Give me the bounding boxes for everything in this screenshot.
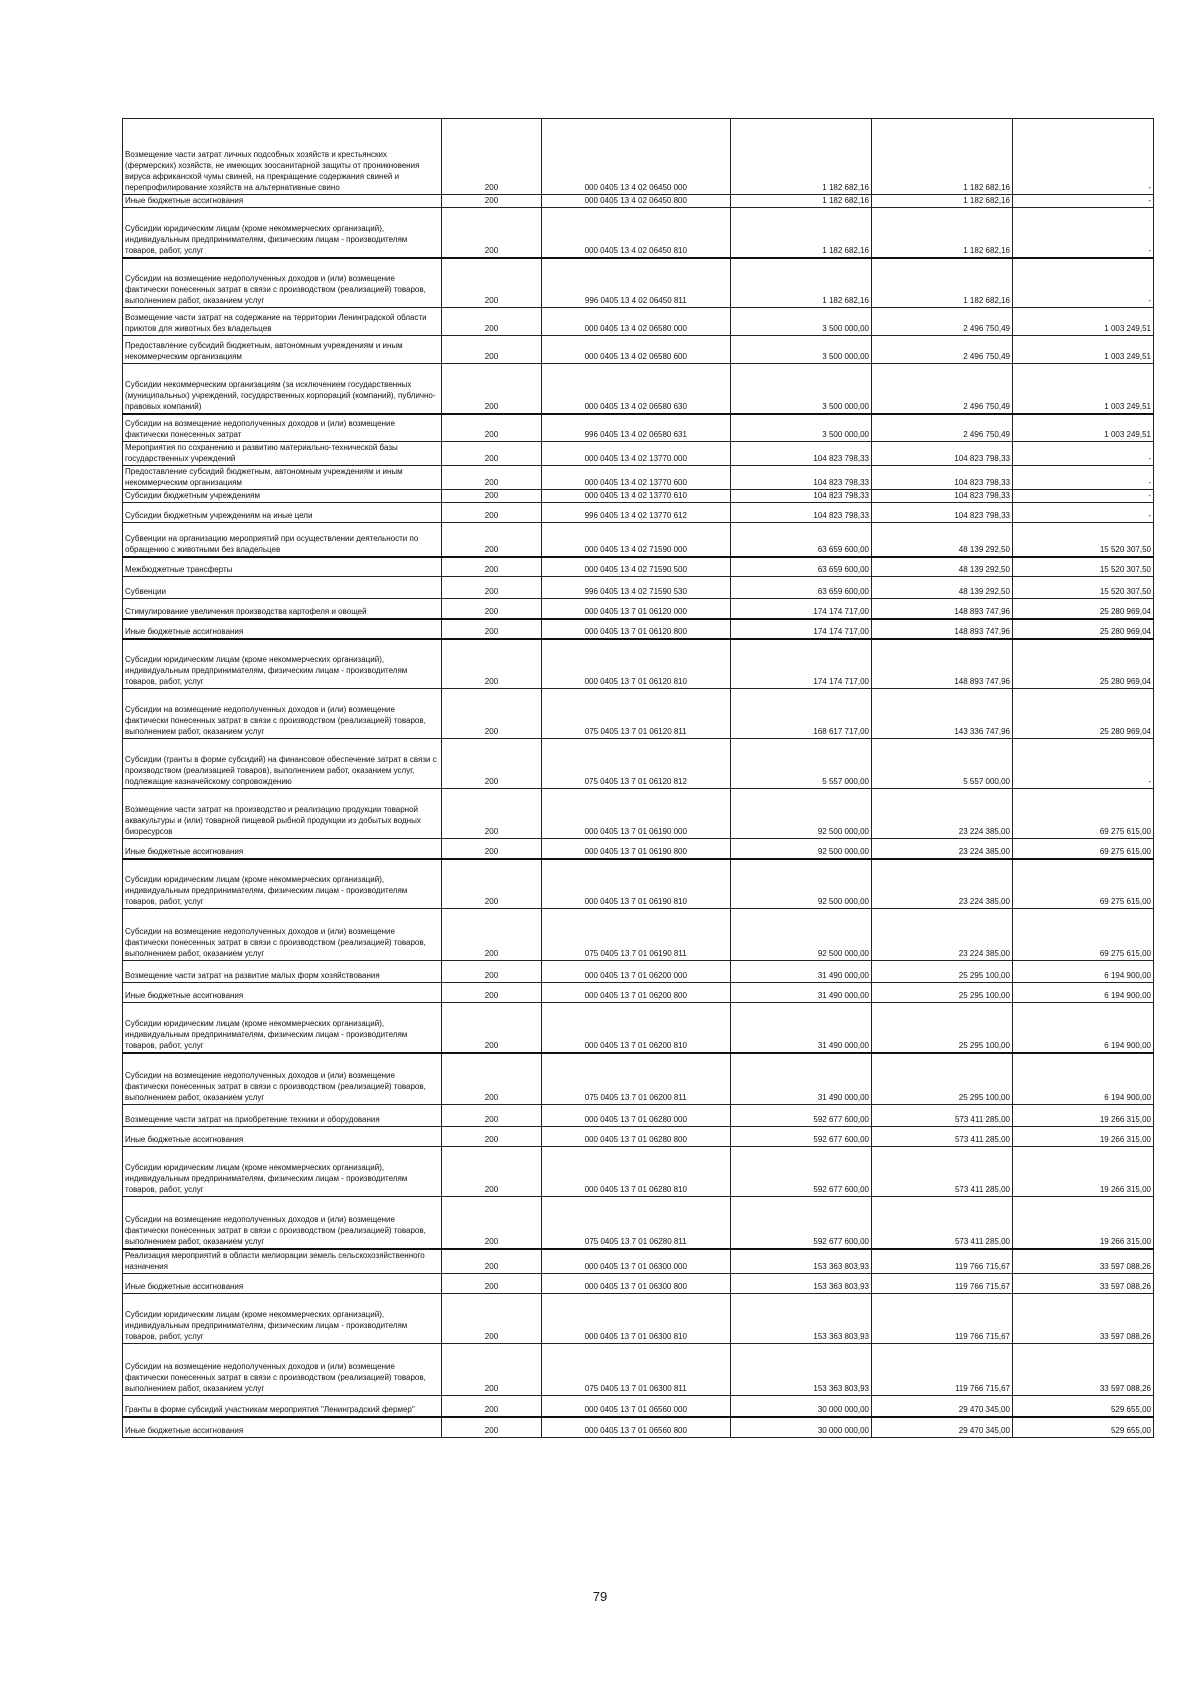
row-classification: 996 0405 13 4 02 06580 631 (541, 414, 730, 442)
row-classification: 000 0405 13 4 02 06450 800 (541, 195, 730, 208)
row-code: 200 (442, 639, 541, 689)
row-approved-amount: 3 500 000,00 (731, 364, 872, 414)
budget-execution-table (122, 118, 1154, 1438)
table-row (123, 983, 1154, 1003)
row-executed-amount: 119 766 715,67 (871, 1343, 1012, 1395)
row-classification: 000 0405 13 7 01 06280 810 (541, 1147, 730, 1197)
row-approved-amount: 63 659 600,00 (731, 523, 872, 557)
row-executed-amount: 48 139 292,50 (871, 523, 1012, 557)
row-approved-amount: 174 174 717,00 (731, 619, 872, 639)
row-classification: 000 0405 13 4 02 06450 810 (541, 208, 730, 258)
row-executed-amount: 25 295 100,00 (871, 1003, 1012, 1053)
row-approved-amount: 3 500 000,00 (731, 414, 872, 442)
row-approved-amount: 3 500 000,00 (731, 308, 872, 336)
row-code: 200 (442, 466, 541, 490)
table-row (123, 503, 1154, 523)
row-approved-amount: 153 363 803,93 (731, 1343, 872, 1395)
row-approved-amount: 5 557 000,00 (731, 739, 872, 789)
row-executed-amount: 104 823 798,33 (871, 490, 1012, 503)
row-unexecuted-amount: - (1012, 466, 1153, 490)
row-classification: 000 0405 13 7 01 06200 810 (541, 1003, 730, 1053)
row-name: Возмещение части затрат на развитие малых форм хозяйствования (123, 961, 442, 983)
row-classification: 000 0405 13 4 02 13770 600 (541, 466, 730, 490)
row-name: Субсидии юридическим лицам (кроме некоммерческих организаций), индивидуальным предпринимателям, физическим лицам - производителям товаров, работ, услуг (123, 1003, 442, 1053)
table-row (123, 466, 1154, 490)
row-code: 200 (442, 258, 541, 308)
row-unexecuted-amount: 19 266 315,00 (1012, 1147, 1153, 1197)
row-name: Субсидии бюджетным учреждениям на иные цели (123, 503, 442, 523)
table-row (123, 1197, 1154, 1249)
row-unexecuted-amount: 25 280 969,04 (1012, 689, 1153, 739)
row-unexecuted-amount: 15 520 307,50 (1012, 577, 1153, 599)
row-classification: 000 0405 13 7 01 06300 810 (541, 1293, 730, 1343)
row-code: 200 (442, 490, 541, 503)
row-name: Субсидии на возмещение недополученных доходов и (или) возмещение фактически понесенных затрат в связи с производством (реализацией) товаров, выполнением работ, оказанием услуг (123, 909, 442, 961)
row-classification: 000 0405 13 7 01 06300 000 (541, 1249, 730, 1274)
row-name: Субсидии (гранты в форме субсидий) на финансовое обеспечение затрат в связи с производством (реализацией товаров), выполнением работ, оказанием услуг, подлежащие казначейскому сопровождению (123, 739, 442, 789)
row-executed-amount: 2 496 750,49 (871, 414, 1012, 442)
row-classification: 075 0405 13 7 01 06280 811 (541, 1197, 730, 1249)
table-row (123, 1249, 1154, 1274)
row-code: 200 (442, 442, 541, 466)
row-classification: 000 0405 13 4 02 06450 000 (541, 119, 730, 195)
row-unexecuted-amount: 19 266 315,00 (1012, 1127, 1153, 1147)
row-approved-amount: 31 490 000,00 (731, 961, 872, 983)
row-name: Стимулирование увеличения производства картофеля и овощей (123, 599, 442, 619)
row-executed-amount: 119 766 715,67 (871, 1293, 1012, 1343)
row-approved-amount: 63 659 600,00 (731, 577, 872, 599)
row-approved-amount: 1 182 682,16 (731, 195, 872, 208)
row-classification: 000 0405 13 7 01 06190 800 (541, 839, 730, 859)
row-name: Иные бюджетные ассигнования (123, 619, 442, 639)
row-executed-amount: 573 411 285,00 (871, 1147, 1012, 1197)
row-name: Субсидии на возмещение недополученных доходов и (или) возмещение фактически понесенных затрат в связи с производством (реализацией) товаров, выполнением работ, оказанием услуг (123, 689, 442, 739)
row-approved-amount: 31 490 000,00 (731, 1003, 872, 1053)
row-code: 200 (442, 961, 541, 983)
row-name: Субсидии юридическим лицам (кроме некоммерческих организаций), индивидуальным предпринимателям, физическим лицам - производителям товаров, работ, услуг (123, 1147, 442, 1197)
table-row (123, 859, 1154, 909)
table-row (123, 599, 1154, 619)
table-row (123, 1343, 1154, 1395)
table-row (123, 1293, 1154, 1343)
row-executed-amount: 148 893 747,96 (871, 639, 1012, 689)
row-unexecuted-amount: 33 597 088,26 (1012, 1273, 1153, 1293)
row-unexecuted-amount: 529 655,00 (1012, 1395, 1153, 1417)
row-code: 200 (442, 577, 541, 599)
row-classification: 000 0405 13 7 01 06300 800 (541, 1273, 730, 1293)
table-row (123, 1053, 1154, 1105)
table-row (123, 1003, 1154, 1053)
row-unexecuted-amount: 25 280 969,04 (1012, 619, 1153, 639)
row-unexecuted-amount: - (1012, 442, 1153, 466)
row-executed-amount: 573 411 285,00 (871, 1127, 1012, 1147)
table-row (123, 1147, 1154, 1197)
row-classification: 000 0405 13 7 01 06120 810 (541, 639, 730, 689)
row-executed-amount: 23 224 385,00 (871, 839, 1012, 859)
row-executed-amount: 48 139 292,50 (871, 577, 1012, 599)
row-approved-amount: 1 182 682,16 (731, 119, 872, 195)
row-name: Возмещение части затрат личных подсобных хозяйств и крестьянских (фермерских) хозяйств, не имеющих зоосанитарной защиты от проникновения вируса африканской чумы свиней, на прекращение содержания свиней и перепрофилирование хозяйств на альтернативные свино (123, 119, 442, 195)
row-classification: 000 0405 13 7 01 06200 800 (541, 983, 730, 1003)
row-unexecuted-amount: 6 194 900,00 (1012, 983, 1153, 1003)
row-name: Иные бюджетные ассигнования (123, 1273, 442, 1293)
row-executed-amount: 1 182 682,16 (871, 208, 1012, 258)
table-body (123, 119, 1154, 1438)
table-row (123, 789, 1154, 839)
row-approved-amount: 3 500 000,00 (731, 336, 872, 364)
row-code: 200 (442, 1147, 541, 1197)
table-row (123, 839, 1154, 859)
row-name: Субвенции на организацию мероприятий при осуществлении деятельности по обращению с животными без владельцев (123, 523, 442, 557)
row-executed-amount: 25 295 100,00 (871, 961, 1012, 983)
row-approved-amount: 104 823 798,33 (731, 466, 872, 490)
row-name: Возмещение части затрат на производство и реализацию продукции товарной аквакультуры и (или) товарной пищевой рыбной продукции из добытых водных биоресурсов (123, 789, 442, 839)
row-unexecuted-amount: 15 520 307,50 (1012, 523, 1153, 557)
row-classification: 075 0405 13 7 01 06200 811 (541, 1053, 730, 1105)
row-classification: 000 0405 13 4 02 06580 600 (541, 336, 730, 364)
row-name: Субсидии юридическим лицам (кроме некоммерческих организаций), индивидуальным предпринимателям, физическим лицам - производителям товаров, работ, услуг (123, 859, 442, 909)
row-unexecuted-amount: - (1012, 490, 1153, 503)
row-code: 200 (442, 119, 541, 195)
row-executed-amount: 573 411 285,00 (871, 1197, 1012, 1249)
row-executed-amount: 29 470 345,00 (871, 1417, 1012, 1437)
row-name: Иные бюджетные ассигнования (123, 983, 442, 1003)
row-approved-amount: 63 659 600,00 (731, 557, 872, 577)
row-unexecuted-amount: 6 194 900,00 (1012, 1003, 1153, 1053)
row-approved-amount: 30 000 000,00 (731, 1417, 872, 1437)
row-executed-amount: 1 182 682,16 (871, 258, 1012, 308)
row-unexecuted-amount: 69 275 615,00 (1012, 859, 1153, 909)
row-name: Субсидии на возмещение недополученных доходов и (или) возмещение фактически понесенных затрат в связи с производством (реализацией) товаров, выполнением работ, оказанием услуг (123, 1343, 442, 1395)
row-name: Субсидии некоммерческим организациям (за исключением государственных (муниципальных) учреждений, государственных корпораций (компаний), публично-правовых компаний) (123, 364, 442, 414)
table-row (123, 619, 1154, 639)
row-executed-amount: 2 496 750,49 (871, 308, 1012, 336)
row-classification: 000 0405 13 7 01 06560 000 (541, 1395, 730, 1417)
row-code: 200 (442, 909, 541, 961)
row-unexecuted-amount: - (1012, 119, 1153, 195)
row-classification: 075 0405 13 7 01 06120 811 (541, 689, 730, 739)
row-executed-amount: 2 496 750,49 (871, 336, 1012, 364)
row-executed-amount: 104 823 798,33 (871, 503, 1012, 523)
row-name: Иные бюджетные ассигнования (123, 1417, 442, 1437)
row-executed-amount: 143 336 747,96 (871, 689, 1012, 739)
row-classification: 075 0405 13 7 01 06120 812 (541, 739, 730, 789)
table-row (123, 577, 1154, 599)
row-classification: 000 0405 13 7 01 06200 000 (541, 961, 730, 983)
row-classification: 000 0405 13 4 02 71590 000 (541, 523, 730, 557)
row-unexecuted-amount: 25 280 969,04 (1012, 599, 1153, 619)
row-classification: 075 0405 13 7 01 06300 811 (541, 1343, 730, 1395)
row-name: Иные бюджетные ассигнования (123, 1127, 442, 1147)
row-unexecuted-amount: 1 003 249,51 (1012, 336, 1153, 364)
row-classification: 000 0405 13 4 02 13770 000 (541, 442, 730, 466)
row-code: 200 (442, 1127, 541, 1147)
table-row (123, 308, 1154, 336)
row-code: 200 (442, 336, 541, 364)
row-code: 200 (442, 1273, 541, 1293)
row-unexecuted-amount: 19 266 315,00 (1012, 1197, 1153, 1249)
table-row (123, 119, 1154, 195)
row-classification: 996 0405 13 4 02 13770 612 (541, 503, 730, 523)
table-row (123, 689, 1154, 739)
row-name: Межбюджетные трансферты (123, 557, 442, 577)
row-executed-amount: 104 823 798,33 (871, 466, 1012, 490)
row-code: 200 (442, 1105, 541, 1127)
row-approved-amount: 1 182 682,16 (731, 258, 872, 308)
row-approved-amount: 104 823 798,33 (731, 490, 872, 503)
row-name: Субсидии юридическим лицам (кроме некоммерческих организаций), индивидуальным предпринимателям, физическим лицам - производителям товаров, работ, услуг (123, 1293, 442, 1343)
row-code: 200 (442, 503, 541, 523)
row-code: 200 (442, 599, 541, 619)
row-approved-amount: 168 617 717,00 (731, 689, 872, 739)
row-classification: 000 0405 13 4 02 71590 500 (541, 557, 730, 577)
row-name: Иные бюджетные ассигнования (123, 839, 442, 859)
row-approved-amount: 174 174 717,00 (731, 599, 872, 619)
table-row (123, 336, 1154, 364)
row-code: 200 (442, 689, 541, 739)
row-code: 200 (442, 1053, 541, 1105)
row-executed-amount: 119 766 715,67 (871, 1273, 1012, 1293)
row-code: 200 (442, 619, 541, 639)
row-code: 200 (442, 195, 541, 208)
row-executed-amount: 23 224 385,00 (871, 789, 1012, 839)
row-name: Возмещение части затрат на содержание на территории Ленинградской области приютов для животных без владельцев (123, 308, 442, 336)
row-approved-amount: 92 500 000,00 (731, 839, 872, 859)
table-row (123, 739, 1154, 789)
row-executed-amount: 25 295 100,00 (871, 983, 1012, 1003)
row-unexecuted-amount: 1 003 249,51 (1012, 414, 1153, 442)
row-executed-amount: 48 139 292,50 (871, 557, 1012, 577)
row-name: Предоставление субсидий бюджетным, автономным учреждениям и иным некоммерческим организациям (123, 466, 442, 490)
row-classification: 000 0405 13 7 01 06280 800 (541, 1127, 730, 1147)
row-unexecuted-amount: 6 194 900,00 (1012, 961, 1153, 983)
row-approved-amount: 92 500 000,00 (731, 909, 872, 961)
row-unexecuted-amount: - (1012, 503, 1153, 523)
row-classification: 000 0405 13 7 01 06560 800 (541, 1417, 730, 1437)
row-code: 200 (442, 364, 541, 414)
row-executed-amount: 148 893 747,96 (871, 619, 1012, 639)
row-unexecuted-amount: 33 597 088,26 (1012, 1249, 1153, 1274)
table-row (123, 557, 1154, 577)
row-code: 200 (442, 1197, 541, 1249)
row-classification: 000 0405 13 7 01 06120 000 (541, 599, 730, 619)
row-unexecuted-amount: 69 275 615,00 (1012, 839, 1153, 859)
row-code: 200 (442, 1395, 541, 1417)
row-code: 200 (442, 1293, 541, 1343)
row-name: Субсидии юридическим лицам (кроме некоммерческих организаций), индивидуальным предпринимателям, физическим лицам - производителям товаров, работ, услуг (123, 208, 442, 258)
row-approved-amount: 1 182 682,16 (731, 208, 872, 258)
table-row (123, 1105, 1154, 1127)
row-name: Субсидии на возмещение недополученных доходов и (или) возмещение фактически понесенных затрат (123, 414, 442, 442)
row-executed-amount: 2 496 750,49 (871, 364, 1012, 414)
row-classification: 000 0405 13 4 02 06580 000 (541, 308, 730, 336)
row-executed-amount: 23 224 385,00 (871, 859, 1012, 909)
row-name: Мероприятия по сохранению и развитию материально-технической базы государственных учреждений (123, 442, 442, 466)
row-classification: 000 0405 13 7 01 06190 810 (541, 859, 730, 909)
row-classification: 000 0405 13 7 01 06120 800 (541, 619, 730, 639)
row-code: 200 (442, 523, 541, 557)
row-code: 200 (442, 208, 541, 258)
row-code: 200 (442, 308, 541, 336)
row-unexecuted-amount: 19 266 315,00 (1012, 1105, 1153, 1127)
row-classification: 996 0405 13 4 02 71590 530 (541, 577, 730, 599)
row-code: 200 (442, 859, 541, 909)
row-approved-amount: 31 490 000,00 (731, 983, 872, 1003)
table-row (123, 639, 1154, 689)
row-name: Иные бюджетные ассигнования (123, 195, 442, 208)
table-row (123, 1417, 1154, 1437)
row-code: 200 (442, 839, 541, 859)
row-approved-amount: 31 490 000,00 (731, 1053, 872, 1105)
row-approved-amount: 174 174 717,00 (731, 639, 872, 689)
table-row (123, 1395, 1154, 1417)
row-approved-amount: 592 677 600,00 (731, 1147, 872, 1197)
table-row (123, 258, 1154, 308)
row-approved-amount: 592 677 600,00 (731, 1105, 872, 1127)
row-approved-amount: 92 500 000,00 (731, 859, 872, 909)
row-name: Субсидии юридическим лицам (кроме некоммерческих организаций), индивидуальным предпринимателям, физическим лицам - производителям товаров, работ, услуг (123, 639, 442, 689)
row-unexecuted-amount: - (1012, 739, 1153, 789)
table-row (123, 364, 1154, 414)
row-code: 200 (442, 1343, 541, 1395)
row-executed-amount: 104 823 798,33 (871, 442, 1012, 466)
table-row (123, 523, 1154, 557)
row-approved-amount: 153 363 803,93 (731, 1293, 872, 1343)
row-unexecuted-amount: 69 275 615,00 (1012, 909, 1153, 961)
row-classification: 000 0405 13 7 01 06280 000 (541, 1105, 730, 1127)
row-classification: 000 0405 13 4 02 13770 610 (541, 490, 730, 503)
row-code: 200 (442, 1417, 541, 1437)
row-code: 200 (442, 414, 541, 442)
row-code: 200 (442, 739, 541, 789)
table-row (123, 442, 1154, 466)
row-approved-amount: 104 823 798,33 (731, 442, 872, 466)
table-row (123, 1127, 1154, 1147)
row-name: Субсидии бюджетным учреждениям (123, 490, 442, 503)
row-unexecuted-amount: 529 655,00 (1012, 1417, 1153, 1437)
row-executed-amount: 573 411 285,00 (871, 1105, 1012, 1127)
row-unexecuted-amount: 69 275 615,00 (1012, 789, 1153, 839)
table-row (123, 961, 1154, 983)
row-executed-amount: 1 182 682,16 (871, 119, 1012, 195)
row-classification: 000 0405 13 4 02 06580 630 (541, 364, 730, 414)
row-name: Реализация мероприятий в области мелиорации земель сельскохозяйственного назначения (123, 1249, 442, 1274)
page-number: 79 (592, 1589, 608, 1604)
row-code: 200 (442, 1249, 541, 1274)
row-code: 200 (442, 789, 541, 839)
row-code: 200 (442, 1003, 541, 1053)
row-approved-amount: 104 823 798,33 (731, 503, 872, 523)
row-approved-amount: 153 363 803,93 (731, 1249, 872, 1274)
row-classification: 000 0405 13 7 01 06190 000 (541, 789, 730, 839)
row-name: Субвенции (123, 577, 442, 599)
row-approved-amount: 592 677 600,00 (731, 1127, 872, 1147)
row-unexecuted-amount: - (1012, 208, 1153, 258)
row-approved-amount: 592 677 600,00 (731, 1197, 872, 1249)
table-row (123, 1273, 1154, 1293)
row-unexecuted-amount: 33 597 088,26 (1012, 1293, 1153, 1343)
row-executed-amount: 25 295 100,00 (871, 1053, 1012, 1105)
row-unexecuted-amount: 33 597 088,26 (1012, 1343, 1153, 1395)
row-name: Гранты в форме субсидий участникам мероприятия "Ленинградский фермер" (123, 1395, 442, 1417)
row-executed-amount: 1 182 682,16 (871, 195, 1012, 208)
row-executed-amount: 23 224 385,00 (871, 909, 1012, 961)
table-row (123, 490, 1154, 503)
table-row (123, 208, 1154, 258)
row-code: 200 (442, 557, 541, 577)
row-unexecuted-amount: - (1012, 258, 1153, 308)
row-name: Субсидии на возмещение недополученных доходов и (или) возмещение фактически понесенных затрат в связи с производством (реализацией) товаров, выполнением работ, оказанием услуг (123, 1197, 442, 1249)
row-approved-amount: 153 363 803,93 (731, 1273, 872, 1293)
table-row (123, 909, 1154, 961)
row-code: 200 (442, 983, 541, 1003)
row-executed-amount: 119 766 715,67 (871, 1249, 1012, 1274)
row-unexecuted-amount: 15 520 307,50 (1012, 557, 1153, 577)
row-name: Предоставление субсидий бюджетным, автономным учреждениям и иным некоммерческим организациям (123, 336, 442, 364)
row-classification: 996 0405 13 4 02 06450 811 (541, 258, 730, 308)
row-executed-amount: 5 557 000,00 (871, 739, 1012, 789)
row-classification: 075 0405 13 7 01 06190 811 (541, 909, 730, 961)
row-unexecuted-amount: 1 003 249,51 (1012, 364, 1153, 414)
row-executed-amount: 148 893 747,96 (871, 599, 1012, 619)
row-name: Возмещение части затрат на приобретение техники и оборудования (123, 1105, 442, 1127)
table-row (123, 414, 1154, 442)
row-approved-amount: 30 000 000,00 (731, 1395, 872, 1417)
row-approved-amount: 92 500 000,00 (731, 789, 872, 839)
row-unexecuted-amount: 6 194 900,00 (1012, 1053, 1153, 1105)
row-unexecuted-amount: 25 280 969,04 (1012, 639, 1153, 689)
row-unexecuted-amount: 1 003 249,51 (1012, 308, 1153, 336)
table-row (123, 195, 1154, 208)
row-name: Субсидии на возмещение недополученных доходов и (или) возмещение фактически понесенных затрат в связи с производством (реализацией) товаров, выполнением работ, оказанием услуг (123, 258, 442, 308)
row-name: Субсидии на возмещение недополученных доходов и (или) возмещение фактически понесенных затрат в связи с производством (реализацией) товаров, выполнением работ, оказанием услуг (123, 1053, 442, 1105)
row-executed-amount: 29 470 345,00 (871, 1395, 1012, 1417)
row-unexecuted-amount: - (1012, 195, 1153, 208)
